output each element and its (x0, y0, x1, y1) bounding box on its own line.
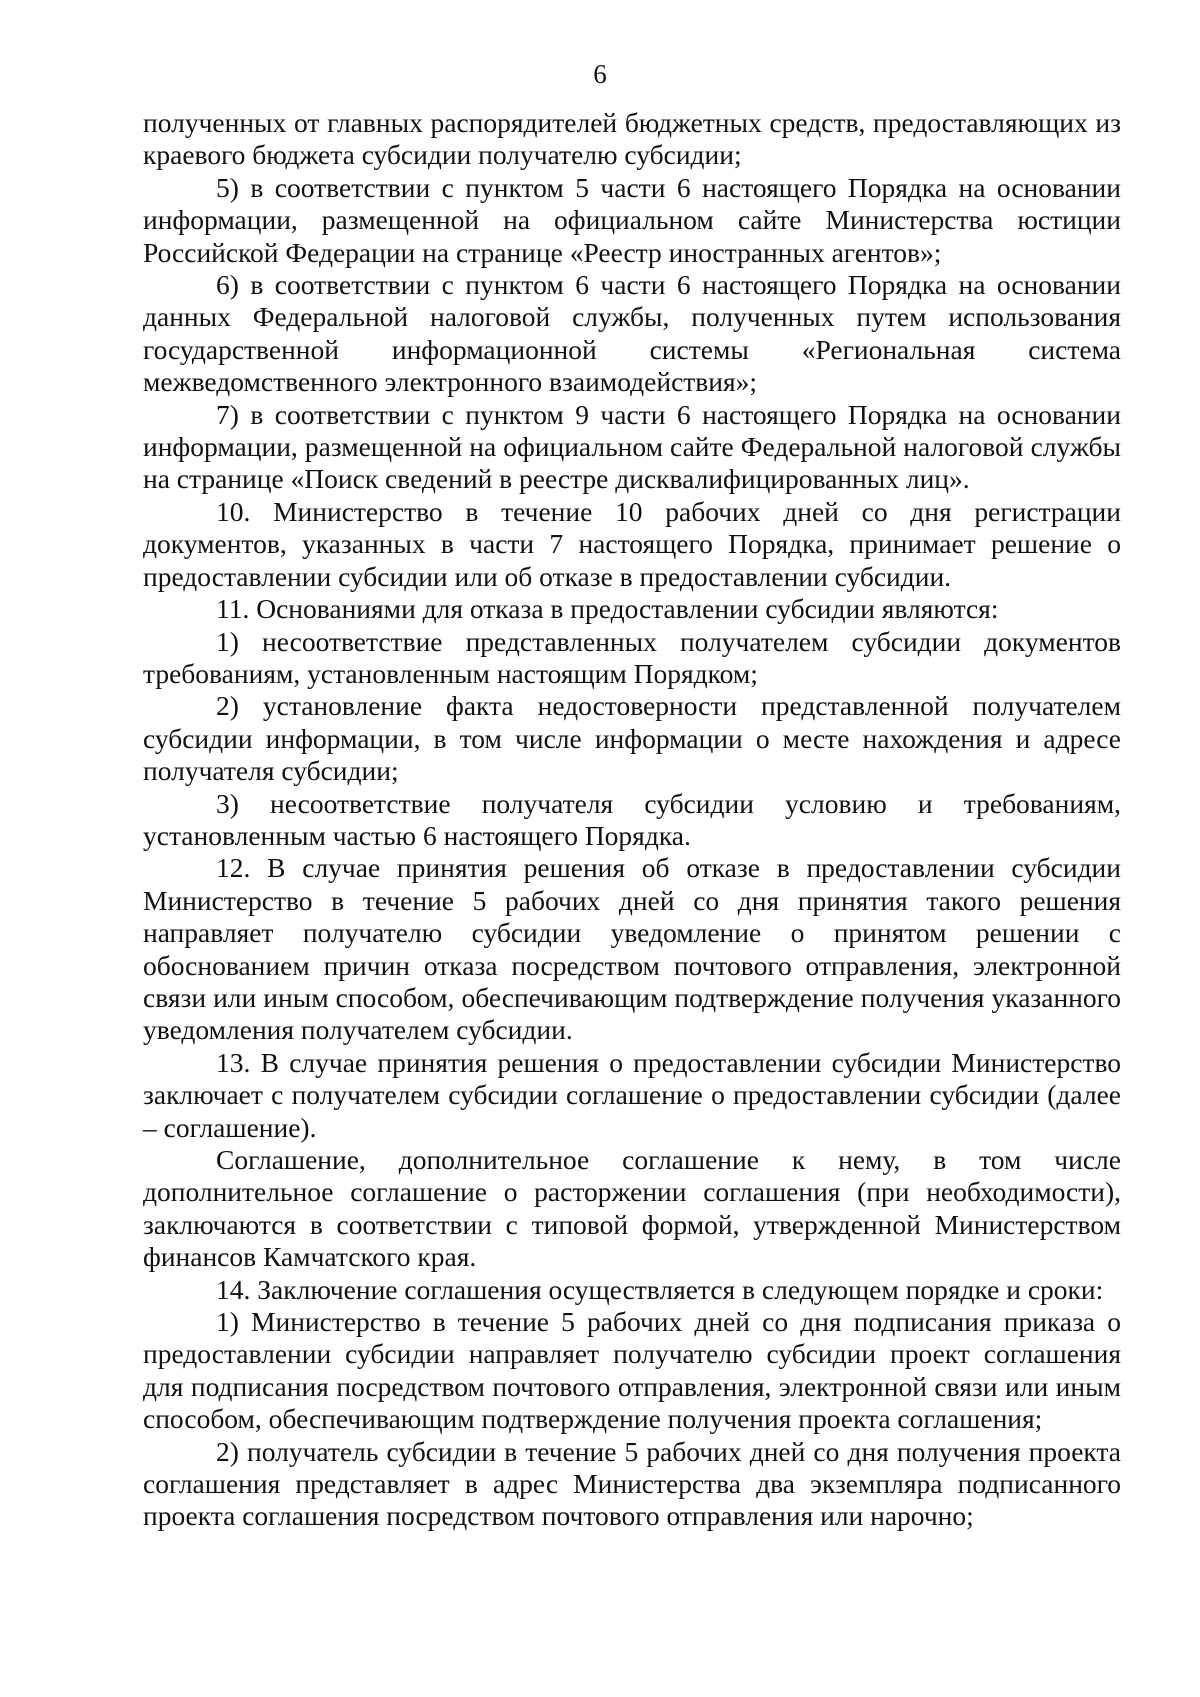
paragraph-section-14-item-1: 1) Министерство в течение 5 рабочих дней со дня подписания приказа о предоставлении субсидии направляет получателю субсидии проект соглашения для подписания посредством почтового отправления, электронной связи или иным способом, обеспечивающим подтверждение получения проекта соглашения; (143, 1306, 1121, 1435)
paragraph-section-11-item-3: 3) несоответствие получателя субсидии условию и требованиям, установленным частью 6 настоящего Порядка. (143, 787, 1121, 851)
paragraph-item-5: 5) в соответствии с пунктом 5 части 6 настоящего Порядка на основании информации, размещенной на официальном сайте Министерства юстиции Российской Федерации на странице «Реестр иностранных агентов»; (143, 171, 1121, 268)
paragraph-section-14-item-2: 2) получатель субсидии в течение 5 рабочих дней со дня получения проекта соглашения представляет в адрес Министерства два экземпляра подписанного проекта соглашения посредством почтового отправления или нарочно; (143, 1435, 1121, 1532)
paragraph-section-11-item-1: 1) несоответствие представленных получателем субсидии документов требованиям, установленным настоящим Порядком; (143, 625, 1121, 689)
page-number: 6 (593, 59, 607, 89)
paragraph-item-6: 6) в соответствии с пунктом 6 части 6 настоящего Порядка на основании данных Федеральной налоговой службы, полученных путем использования государственной информационной системы «Региональная система межведомственного электронного взаимодействия»; (143, 269, 1121, 398)
paragraph-section-11-item-2: 2) установление факта недостоверности представленной получателем субсидии информации, в том числе информации о месте нахождения и адресе получателя субсидии; (143, 690, 1121, 787)
paragraph-continuation: полученных от главных распорядителей бюджетных средств, предоставляющих из краевого бюджета субсидии получателю субсидии; (143, 107, 1121, 171)
paragraph-section-11: 11. Основаниями для отказа в предоставлении субсидии являются: (216, 593, 999, 625)
paragraph-item-7: 7) в соответствии с пунктом 9 части 6 настоящего Порядка на основании информации, размещенной на официальном сайте Федеральной налоговой службы на странице «Поиск сведений в реестре дисквалифицированных лиц». (143, 398, 1121, 495)
document-body (143, 107, 1121, 1533)
paragraph-agreement: Соглашение, дополнительное соглашение к нему, в том числе дополнительное соглашение о расторжении соглашения (при необходимости), заключаются в соответствии с типовой формой, утвержденной Министерством финансов Камчатского края. (143, 1144, 1121, 1273)
paragraph-section-13: 13. В случае принятия решения о предоставлении субсидии Министерство заключает с получателем субсидии соглашение о предоставлении субсидии (далее – соглашение). (143, 1046, 1121, 1143)
paragraph-section-14: 14. Заключение соглашения осуществляется в следующем порядке и сроки: (216, 1273, 1104, 1305)
paragraph-section-12: 12. В случае принятия решения об отказе в предоставлении субсидии Министерство в течение 5 рабочих дней со дня принятия такого решения направляет получателю субсидии уведомление о принятом решении с обоснованием причин отказа посредством почтового отправления, электронной связи или иным способом, обеспечивающим подтверждение получения указанного уведомления получателем субсидии. (143, 852, 1121, 1046)
paragraph-section-10: 10. Министерство в течение 10 рабочих дней со дня регистрации документов, указанных в части 7 настоящего Порядка, принимает решение о предоставлении субсидии или об отказе в предоставлении субсидии. (143, 495, 1121, 592)
